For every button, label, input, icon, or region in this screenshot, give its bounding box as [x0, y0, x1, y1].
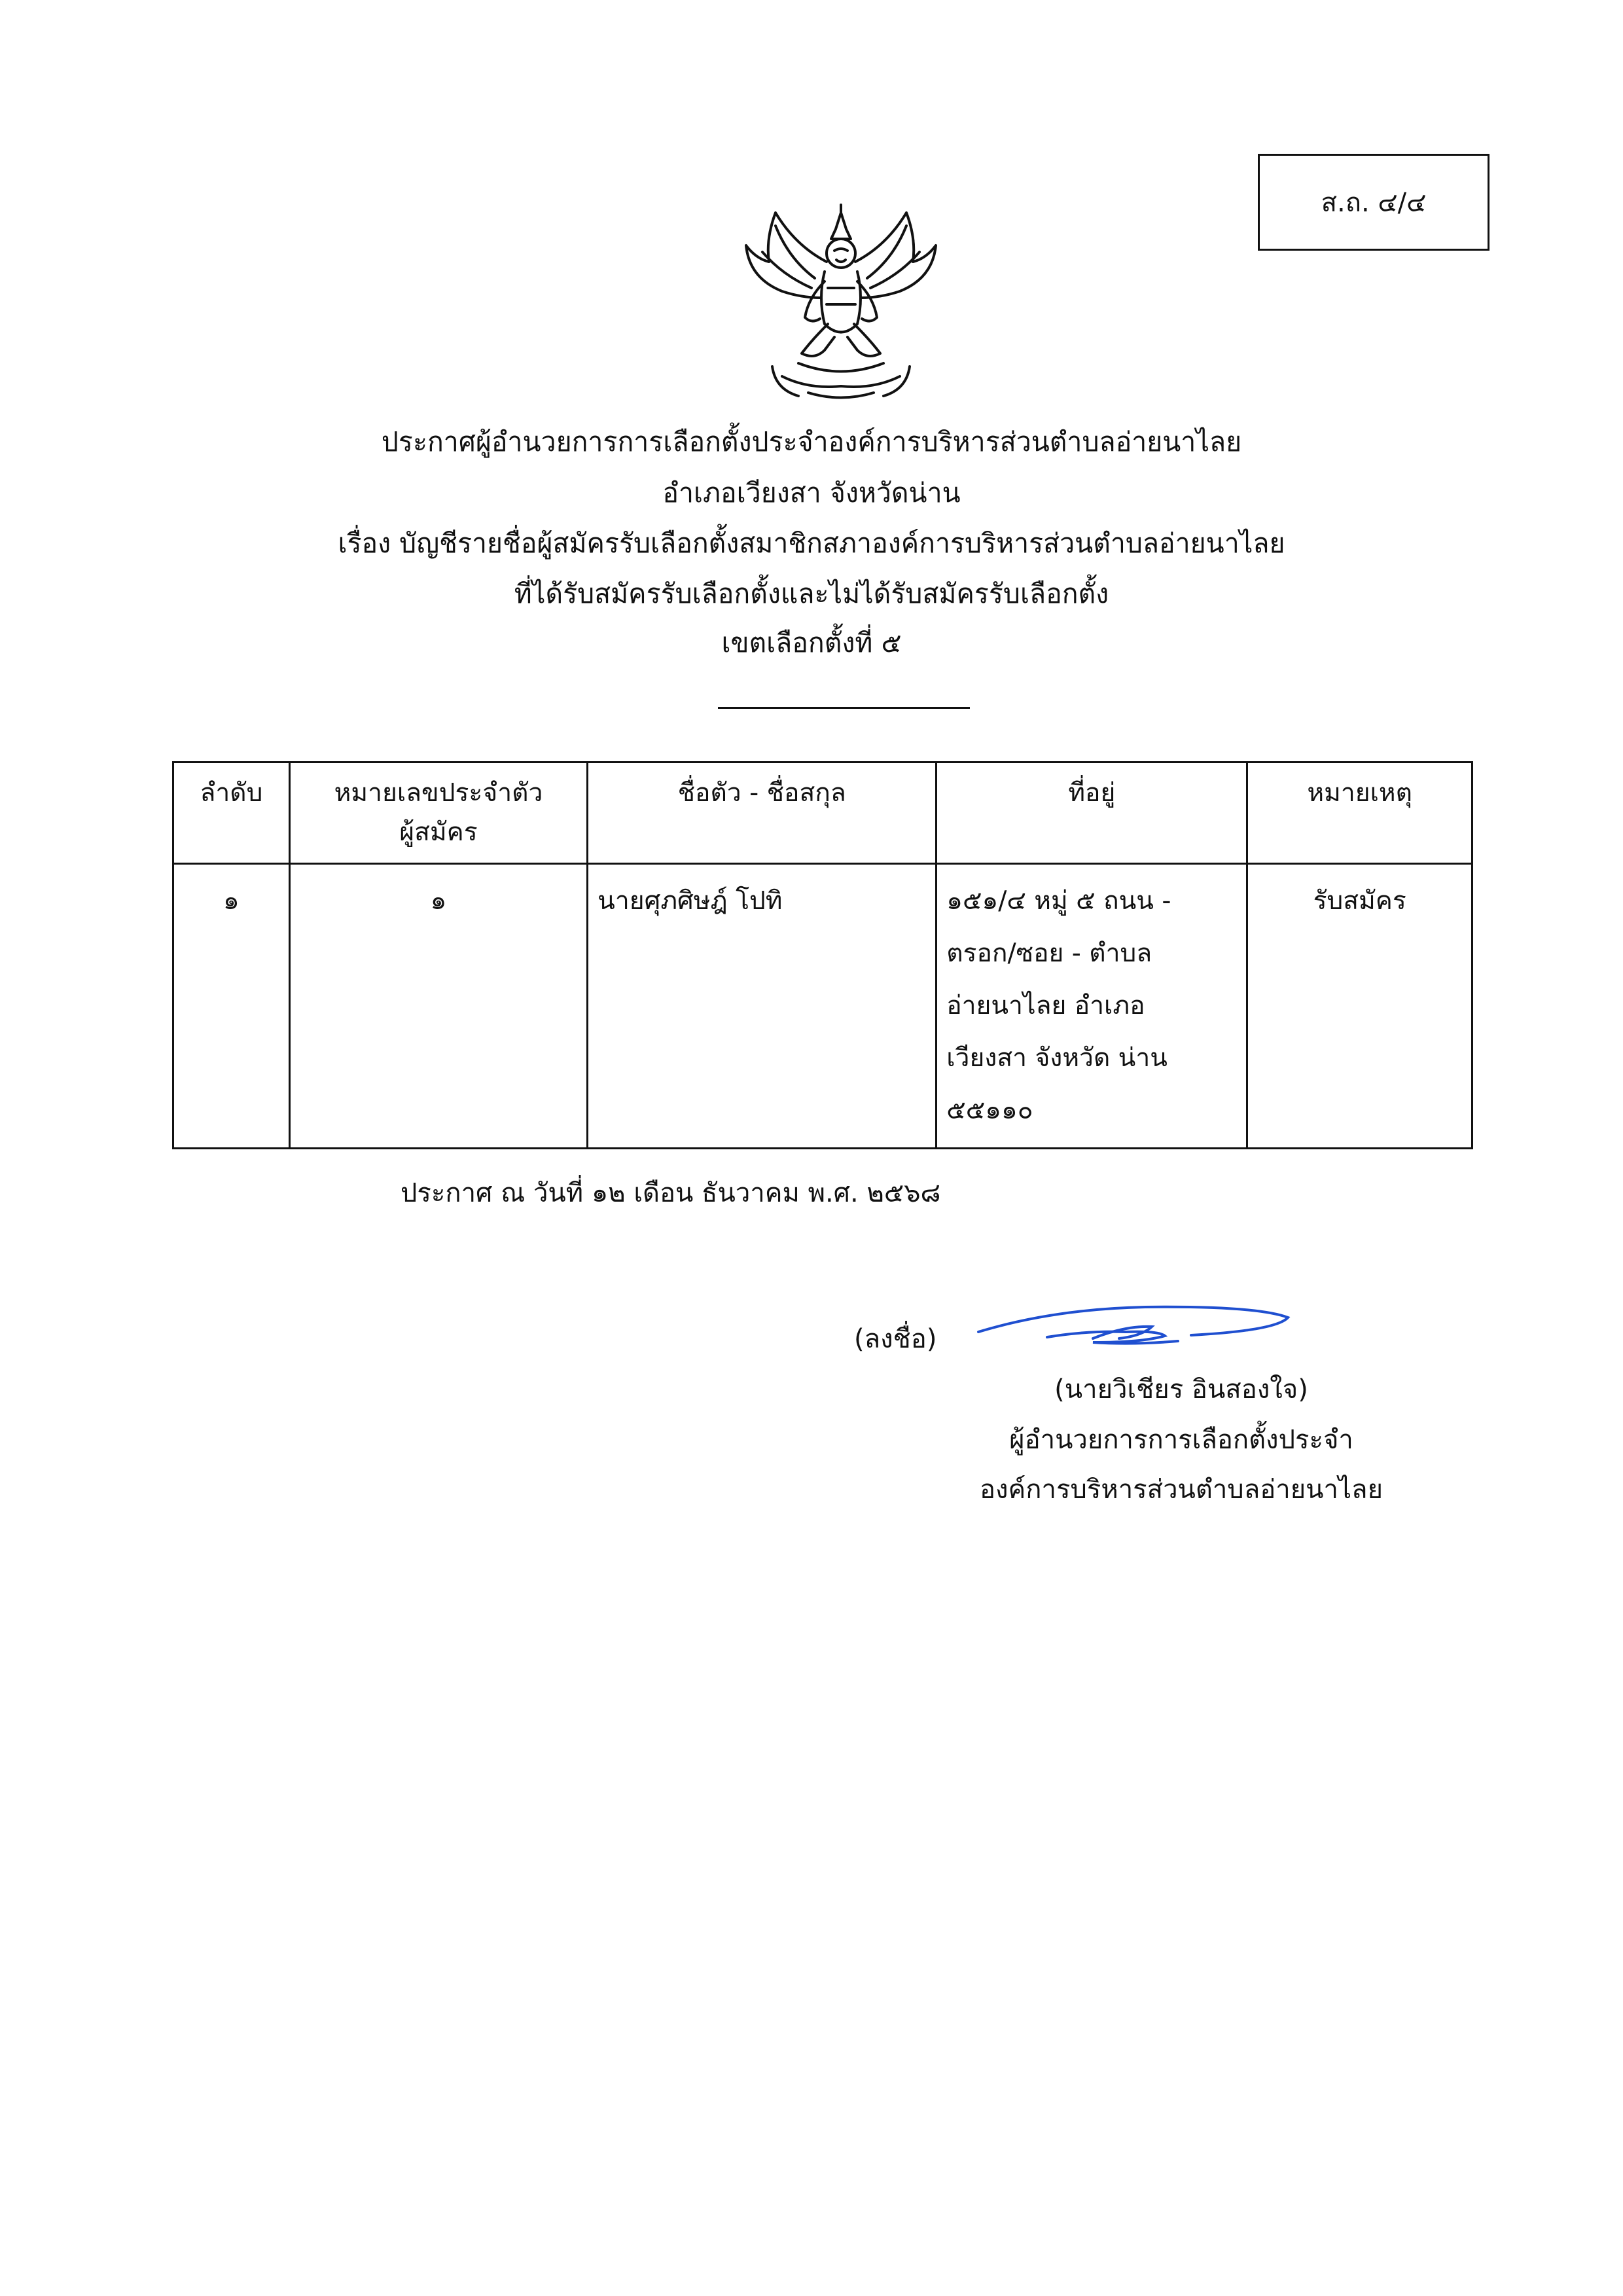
table-row [173, 864, 1472, 1149]
announcement-title: ประกาศผู้อำนวยการการเลือกตั้งประจำองค์การบริหารส่วนตำบลอ่ายนาไลย [381, 426, 1242, 457]
title-divider [718, 707, 970, 709]
electoral-district-line: เขตเลือกตั้งที่ ๕ [721, 627, 902, 658]
sign-label: (ลงชื่อ) [854, 1324, 937, 1354]
cell-order: ๑ [173, 864, 290, 1149]
cell-name: นายศุภศิษฎ์ โปทิ [588, 864, 936, 1149]
garuda-emblem-icon [736, 200, 946, 406]
form-code-box [1258, 154, 1489, 251]
address-line: ๑๕๑/๔ หมู่ ๕ ถนน - [946, 886, 1171, 916]
address-line: ตรอก/ซอย - ตำบล [946, 939, 1152, 968]
cell-address [936, 864, 1247, 1149]
header-order: ลำดับ [173, 762, 290, 864]
district-province-line: อำเภอเวียงสา จังหวัดน่าน [662, 477, 961, 509]
table-header-row [173, 762, 1472, 864]
header-name: ชื่อตัว - ชื่อสกุล [588, 762, 936, 864]
address-line: อ่ายนาไลย อำเภอ [946, 991, 1145, 1020]
cell-candidate-number: ๑ [289, 864, 587, 1149]
subject-line-continued: ที่ได้รับสมัครรับเลือกตั้งและไม่ได้รับสมัครรับเลือกตั้ง [514, 578, 1109, 609]
announcement-date: ประกาศ ณ วันที่ ๑๒ เดือน ธันวาคม พ.ศ. ๒๕๖๘ [401, 1178, 941, 1208]
header-candidate-number: หมายเลขประจำตัว ผู้สมัคร [289, 762, 587, 864]
subject-line: เรื่อง บัญชีรายชื่อผู้สมัครรับเลือกตั้งสมาชิกสภาองค์การบริหารส่วนตำบลอ่ายนาไลย [338, 528, 1285, 559]
header-address: ที่อยู่ [936, 762, 1247, 864]
form-code: ส.ถ. ๔/๔ [1321, 188, 1427, 218]
signer-organization: องค์การบริหารส่วนตำบลอ่ายนาไลย [979, 1475, 1383, 1505]
address-line: เวียงสา จังหวัด น่าน [946, 1043, 1168, 1073]
handwritten-signature [975, 1299, 1296, 1358]
address-line: ๕๕๑๑๐ [946, 1096, 1033, 1125]
signer-name: (นายวิเชียร อินสองใจ) [1054, 1374, 1308, 1405]
candidate-table [172, 761, 1473, 1149]
signer-position: ผู้อำนวยการการเลือกตั้งประจำ [1009, 1425, 1353, 1455]
header-remark: หมายเหตุ [1247, 762, 1472, 864]
cell-remark: รับสมัคร [1247, 864, 1472, 1149]
